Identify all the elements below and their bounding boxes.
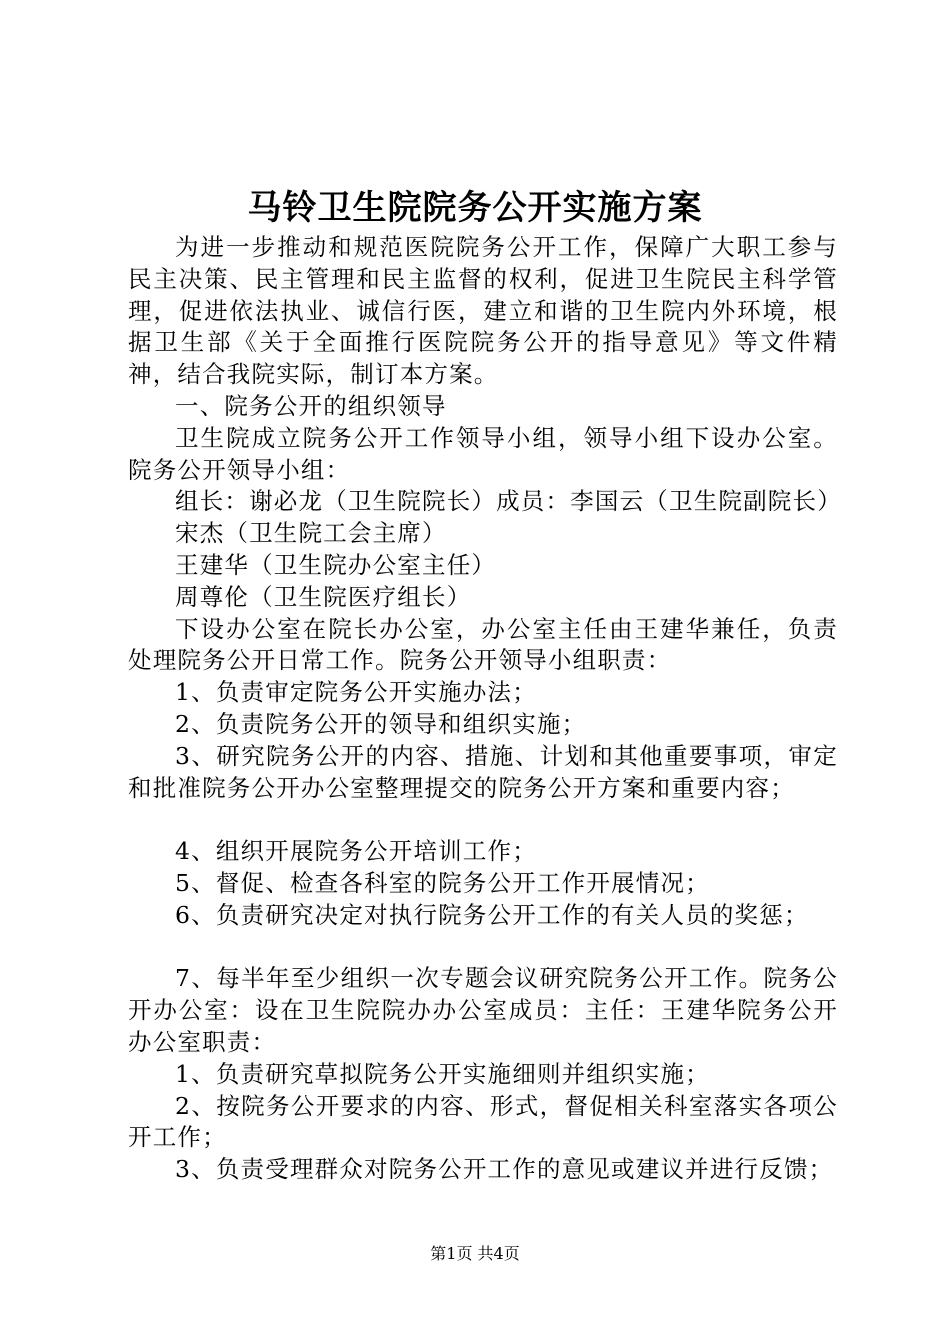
paragraph-office-setup: 下设办公室在院长办公室，办公室主任由王建华兼任，负责处理院务公开日常工作。院务公开领导小组职责： [128, 614, 838, 675]
duty-item-7: 7、每半年至少组织一次专题会议研究院务公开工作。院务公开办公室：设在卫生院院办办公室成员：主任：王建华院务公开办公室职责： [128, 964, 838, 1056]
office-duty-item-2: 2、按院务公开要求的内容、形式，督促相关科室落实各项公开工作； [128, 1091, 838, 1152]
document-title: 马铃卫生院院务公开实施方案 [247, 188, 703, 228]
document-body [128, 232, 842, 1186]
blank-line [128, 804, 838, 836]
duty-item-1: 1、负责审定院务公开实施办法； [175, 678, 537, 707]
paragraph-member-3: 周尊伦（卫生院医疗组长） [175, 582, 472, 611]
intro-paragraph: 为进一步推动和规范医院院务公开工作，保障广大职工参与民主决策、民主管理和民主监督的权利，促进卫生院民主科学管理，促进依法执业、诚信行医，建立和谐的卫生院内外环境，根据卫生部《关于全面推行医院院务公开的指导意见》等文件精神，结合我院实际，制订本方案。 [128, 233, 838, 389]
paragraph-leading-group: 卫生院成立院务公开工作领导小组，领导小组下设办公室。院务公开领导小组： [128, 423, 838, 484]
office-duty-item-3: 3、负责受理群众对院务公开工作的意见或建议并进行反馈； [175, 1155, 834, 1184]
paragraph-member-1: 宋杰（卫生院工会主席） [175, 519, 447, 548]
blank-line [128, 932, 838, 964]
paragraph-member-2: 王建华（卫生院办公室主任） [175, 550, 497, 579]
duty-item-2: 2、负责院务公开的领导和组织实施； [175, 709, 587, 738]
duty-item-3: 3、研究院务公开的内容、措施、计划和其他重要事项，审定和批准院务公开办公室整理提交的院务公开方案和重要内容； [128, 741, 838, 802]
section-heading-organization: 一、院务公开的组织领导 [175, 391, 447, 420]
duty-item-5: 5、督促、检查各科室的院务公开工作开展情况； [175, 868, 710, 897]
office-duty-item-1: 1、负责研究草拟院务公开实施细则并组织实施； [175, 1059, 710, 1088]
paragraph-group-leader: 组长：谢必龙（卫生院院长）成员：李国云（卫生院副院长） [175, 487, 842, 516]
duty-item-4: 4、组织开展院务公开培训工作； [175, 837, 537, 866]
duty-item-6: 6、负责研究决定对执行院务公开工作的有关人员的奖惩； [175, 900, 809, 929]
page-footer: 第1页 共4页 [430, 1244, 520, 1263]
